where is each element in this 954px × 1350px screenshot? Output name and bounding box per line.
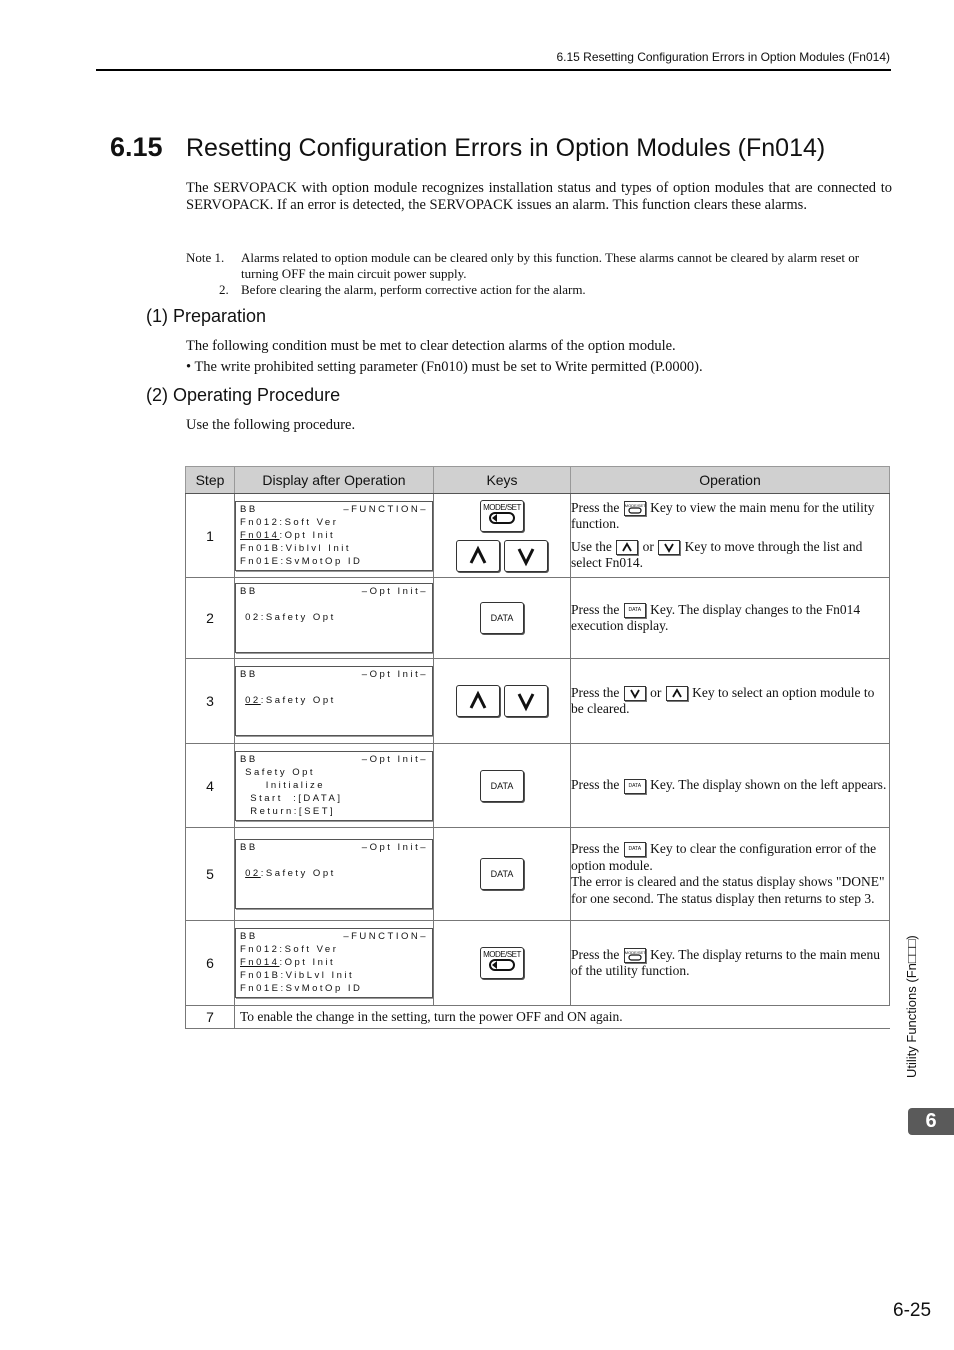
- lcd-title: –Opt Init–: [361, 669, 428, 680]
- down-key[interactable]: [504, 685, 548, 717]
- lcd-line: Fn01B:Viblvl Init: [240, 542, 351, 554]
- lcd-display: [235, 666, 433, 736]
- up-arrow-icon: [457, 541, 499, 571]
- preparation-heading: (1) Preparation: [146, 306, 267, 326]
- op-text: Key. The display returns to the main menu of the utility function.: [571, 946, 880, 979]
- keys-cell: [434, 659, 571, 744]
- lcd-display: [235, 839, 433, 909]
- procedure-text: Use the following procedure.: [186, 417, 356, 433]
- lcd-title: –FUNCTION–: [343, 503, 428, 515]
- op-text: Press the: [571, 499, 620, 515]
- data-mini-label: DATA: [628, 846, 642, 853]
- lcd-title: –Opt Init–: [361, 753, 428, 765]
- lcd-selected-item: Fn014: [240, 529, 280, 541]
- step-7-text: To enable the change in the setting, turn the power OFF and ON again.: [235, 1006, 890, 1029]
- mode-set-key-icon: [624, 948, 646, 963]
- step-number: 3: [186, 659, 235, 744]
- lcd-line: Fn01B:VibLvl Init: [240, 970, 355, 981]
- preparation-text: The following condition must be met to clear detection alarms of the option module.: [186, 338, 676, 354]
- lcd-line: Initialize: [240, 779, 326, 791]
- lcd-selected-item: Fn014: [240, 957, 280, 968]
- operation-cell: [571, 494, 890, 578]
- up-key[interactable]: [456, 540, 500, 572]
- operation-text: The error is cleared and the status display shows "DONE" for one second. The status display then returns to step 3.: [571, 874, 885, 906]
- operation-cell: [571, 578, 890, 659]
- down-arrow-icon: [505, 686, 547, 716]
- lcd-line: Fn01E:SvMotOp ID: [240, 555, 363, 567]
- lcd-line: Fn01E:SvMotOp ID: [240, 983, 363, 994]
- step-number: 4: [186, 744, 235, 828]
- data-key-icon: [624, 842, 646, 857]
- step-number: 1: [186, 494, 235, 578]
- procedure-heading: (2) Operating Procedure: [146, 385, 341, 405]
- table-row: [186, 744, 890, 828]
- op-text: Key to move through the list and select Fn014.: [571, 539, 863, 571]
- down-key[interactable]: [504, 540, 548, 572]
- down-key-icon: [624, 686, 646, 701]
- mode-set-key-icon: [624, 501, 646, 516]
- data-mini-label: DATA: [628, 607, 642, 614]
- table-row: [186, 1006, 890, 1029]
- lcd-status: BB: [240, 669, 258, 680]
- lcd-line: :Opt Init: [279, 957, 336, 968]
- keys-cell: [434, 921, 571, 1006]
- lcd-line: 02:Safety Opt: [240, 612, 336, 623]
- lcd-line: Safety Opt: [240, 766, 316, 778]
- lcd-display: [235, 928, 433, 998]
- display-cell: [235, 744, 434, 828]
- note-1-text: Alarms related to option module can be cleared only by this function. These alarms cannot be cleared by alarm reset or turning OFF the main circuit power supply.: [241, 250, 860, 281]
- section-number: 6.15: [110, 132, 163, 162]
- header-operation: Operation: [571, 467, 890, 494]
- operation-text: [571, 841, 889, 874]
- data-key-icon: [624, 779, 646, 794]
- mode-set-mini-label: MODE/SET: [624, 950, 646, 956]
- mode-set-label: MODE/SET: [483, 502, 521, 512]
- lcd-status: BB: [240, 586, 258, 597]
- note-label: Note 1.: [186, 250, 225, 265]
- step-number: 2: [186, 578, 235, 659]
- keys-cell: [434, 578, 571, 659]
- data-key[interactable]: DATA: [480, 770, 524, 802]
- operation-cell: [571, 744, 890, 828]
- op-text: Press the: [571, 946, 620, 962]
- table-row: [186, 659, 890, 744]
- op-text: Use the: [571, 539, 612, 554]
- table-row: [186, 828, 890, 921]
- data-key[interactable]: DATA: [480, 858, 524, 890]
- side-tab-label: Utility Functions (Fn□□□): [904, 935, 919, 1078]
- note-2-text: Before clearing the alarm, perform corrective action for the alarm.: [241, 282, 586, 297]
- up-key-icon: [616, 540, 638, 555]
- lcd-title: –FUNCTION–: [343, 931, 428, 942]
- op-text: Key. The display changes to the Fn014 execution display.: [571, 601, 861, 634]
- lcd-line: Return:[SET]: [240, 805, 336, 817]
- page-number: 6-25: [893, 1300, 932, 1321]
- op-text: Key to view the main menu for the utility function.: [571, 499, 875, 531]
- up-arrow-icon: [457, 686, 499, 716]
- lcd-status: BB: [240, 753, 258, 765]
- data-key[interactable]: DATA: [480, 602, 524, 634]
- down-arrow-icon: [505, 541, 547, 571]
- header-display: Display after Operation: [235, 467, 434, 494]
- note-2-number: 2.: [219, 282, 229, 297]
- lcd-selected-item: 02: [245, 695, 261, 706]
- table-row: [186, 921, 890, 1006]
- step-number: 6: [186, 921, 235, 1006]
- operation-text: [571, 539, 889, 571]
- operation-cell: [571, 921, 890, 1006]
- op-text: Press the: [571, 777, 620, 793]
- op-text: or: [650, 684, 662, 700]
- lcd-status: BB: [240, 931, 258, 942]
- lcd-display: [235, 583, 433, 653]
- preparation-bullet: • The write prohibited setting parameter (Fn010) must be set to Write permitted (P.0000).: [186, 359, 703, 375]
- mode-set-label: MODE/SET: [483, 950, 521, 959]
- op-text: Press the: [571, 684, 620, 700]
- data-key-icon: [624, 603, 646, 618]
- table-header-row: [186, 467, 890, 494]
- side-tab: [898, 908, 928, 1083]
- op-text: or: [642, 539, 654, 554]
- step-number: 5: [186, 828, 235, 921]
- table-row: [186, 578, 890, 659]
- lcd-display: [235, 501, 433, 571]
- section-title: Resetting Configuration Errors in Option Modules (Fn014): [186, 134, 826, 162]
- procedure-table: [185, 466, 890, 1029]
- display-cell: [235, 828, 434, 921]
- data-mini-label: DATA: [628, 782, 642, 789]
- keys-cell: [434, 828, 571, 921]
- mode-set-key[interactable]: [480, 947, 524, 979]
- return-arrow-icon: [489, 512, 515, 524]
- header-rule: [96, 69, 891, 71]
- operation-text: [571, 500, 889, 532]
- display-cell: [235, 921, 434, 1006]
- lcd-title: –Opt Init–: [361, 842, 428, 853]
- mode-set-key[interactable]: [480, 500, 524, 532]
- display-cell: [235, 494, 434, 578]
- mode-set-mini-label: MODE/SET: [624, 503, 646, 508]
- operation-cell: [571, 828, 890, 921]
- lcd-line: Start :[DATA]: [240, 792, 343, 804]
- operation-cell: [571, 659, 890, 744]
- intro-paragraph: The SERVOPACK with option module recognizes installation status and types of option modules that are connected to SERVOPACK. If an error is detected, the SERVOPACK issues an alarm. This function clears these alarms.: [186, 180, 892, 213]
- lcd-selected-item: 02: [245, 868, 261, 879]
- lcd-line: Fn012:Soft Ver: [240, 516, 339, 528]
- step-number: 7: [186, 1006, 235, 1029]
- down-key-icon: [658, 540, 680, 555]
- lcd-line: Fn012:Soft Ver: [240, 944, 339, 955]
- display-cell: [235, 578, 434, 659]
- return-arrow-icon: [489, 959, 515, 971]
- lcd-line: :Safety Opt: [260, 695, 336, 706]
- lcd-line: :Safety Opt: [260, 868, 336, 879]
- keys-cell: [434, 744, 571, 828]
- op-text: Key. The display shown on the left appears.: [650, 777, 887, 793]
- up-key-icon: [666, 686, 688, 701]
- header-keys: Keys: [434, 467, 571, 494]
- table-row: [186, 494, 890, 578]
- lcd-title: –Opt Init–: [361, 586, 428, 597]
- display-cell: [235, 659, 434, 744]
- lcd-status: BB: [240, 503, 258, 515]
- up-key[interactable]: [456, 685, 500, 717]
- op-text: Press the: [571, 601, 620, 617]
- lcd-display: [235, 751, 433, 821]
- op-text: Press the: [571, 841, 620, 856]
- lcd-status: BB: [240, 842, 258, 853]
- running-header: 6.15 Resetting Configuration Errors in Option Modules (Fn014): [556, 50, 890, 64]
- header-step: Step: [186, 467, 235, 494]
- op-text: Key to select an option module to be cleared.: [571, 684, 875, 717]
- op-text: Key to clear the configuration error of the option module.: [571, 841, 877, 873]
- chapter-tab: 6: [908, 1108, 954, 1135]
- lcd-line: :Opt Init: [279, 529, 336, 541]
- keys-cell: [434, 494, 571, 578]
